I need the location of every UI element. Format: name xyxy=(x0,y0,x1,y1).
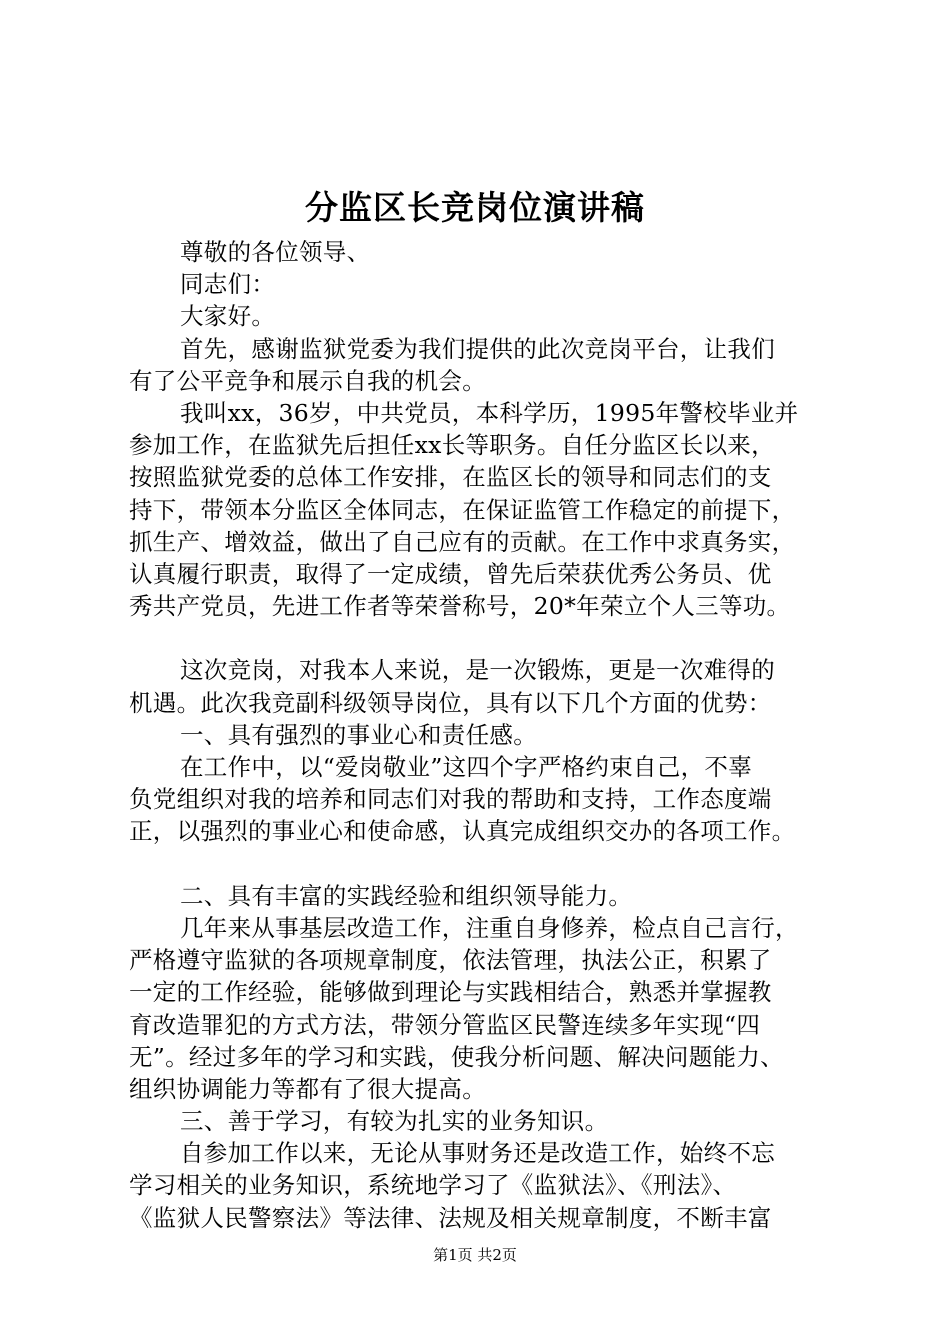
text-line: 自参加工作以来，无论从事财务还是改造工作，始终不忘 xyxy=(180,1139,775,1168)
text-line: 机遇。此次我竞副科级领导岗位，具有以下几个方面的优势： xyxy=(129,688,772,717)
text-line: 育改造罪犯的方式方法，带领分管监区民警连续多年实现“四 xyxy=(129,1010,761,1039)
text-line: 按照监狱党委的总体工作安排，在监区长的领导和同志们的支 xyxy=(129,463,772,492)
document-body xyxy=(129,236,849,1234)
text-line: 严格遵守监狱的各项规章制度，依法管理，执法公正，积累了 xyxy=(129,946,772,975)
text-line: 一、具有强烈的事业心和责任感。 xyxy=(180,720,537,749)
document-title: 分监区长竞岗位演讲稿 xyxy=(305,188,645,227)
text-line: 二、具有丰富的实践经验和组织领导能力。 xyxy=(180,881,633,910)
text-line: 组织协调能力等都有了很大提高。 xyxy=(129,1074,486,1103)
text-line: 正，以强烈的事业心和使命感，认真完成组织交办的各项工作。 xyxy=(129,817,796,846)
text-line: 有了公平竞争和展示自我的机会。 xyxy=(129,366,486,395)
text-line: 《监狱人民警察法》等法律、法规及相关规章制度，不断丰富 xyxy=(129,1203,772,1232)
page-footer: 第1页 共2页 xyxy=(433,1246,517,1264)
text-line: 认真履行职责，取得了一定成绩，曾先后荣获优秀公务员、优 xyxy=(129,559,772,588)
text-line: 秀共产党员，先进工作者等荣誉称号，20*年荣立个人三等功。 xyxy=(129,592,791,621)
text-line: 同志们： xyxy=(180,270,276,299)
text-line: 我叫xx，36岁，中共党员，本科学历，1995年警校毕业并 xyxy=(180,398,799,427)
text-line: 三、善于学习，有较为扎实的业务知识。 xyxy=(180,1107,609,1136)
text-line: 这次竞岗，对我本人来说，是一次锻炼，更是一次难得的 xyxy=(180,656,775,685)
text-line: 大家好。 xyxy=(180,302,276,331)
text-line: 几年来从事基层改造工作，注重自身修养，检点自己言行， xyxy=(180,913,799,942)
text-line: 抓生产、增效益，做出了自己应有的贡献。在工作中求真务实， xyxy=(129,527,796,556)
text-line: 持下，带领本分监区全体同志，在保证监管工作稳定的前提下， xyxy=(129,495,796,524)
text-line: 参加工作，在监狱先后担任xx长等职务。自任分监区长以来， xyxy=(129,431,775,460)
text-line: 在工作中，以“爱岗敬业”这四个字严格约束自己，不辜 xyxy=(180,753,753,781)
text-line: 尊敬的各位领导、 xyxy=(180,238,371,266)
text-line: 负党组织对我的培养和同志们对我的帮助和支持，工作态度端 xyxy=(129,785,772,814)
text-line: 首先，感谢监狱党委为我们提供的此次竞岗平台，让我们 xyxy=(180,334,775,363)
blank-line xyxy=(129,622,849,654)
text-line: 学习相关的业务知识，系统地学习了《监狱法》、《刑法》、 xyxy=(129,1171,737,1200)
blank-line xyxy=(129,848,849,880)
text-line: 无”。经过多年的学习和实践，使我分析问题、解决问题能力、 xyxy=(129,1042,784,1071)
text-line: 一定的工作经验，能够做到理论与实践相结合，熟悉并掌握教 xyxy=(129,978,772,1007)
